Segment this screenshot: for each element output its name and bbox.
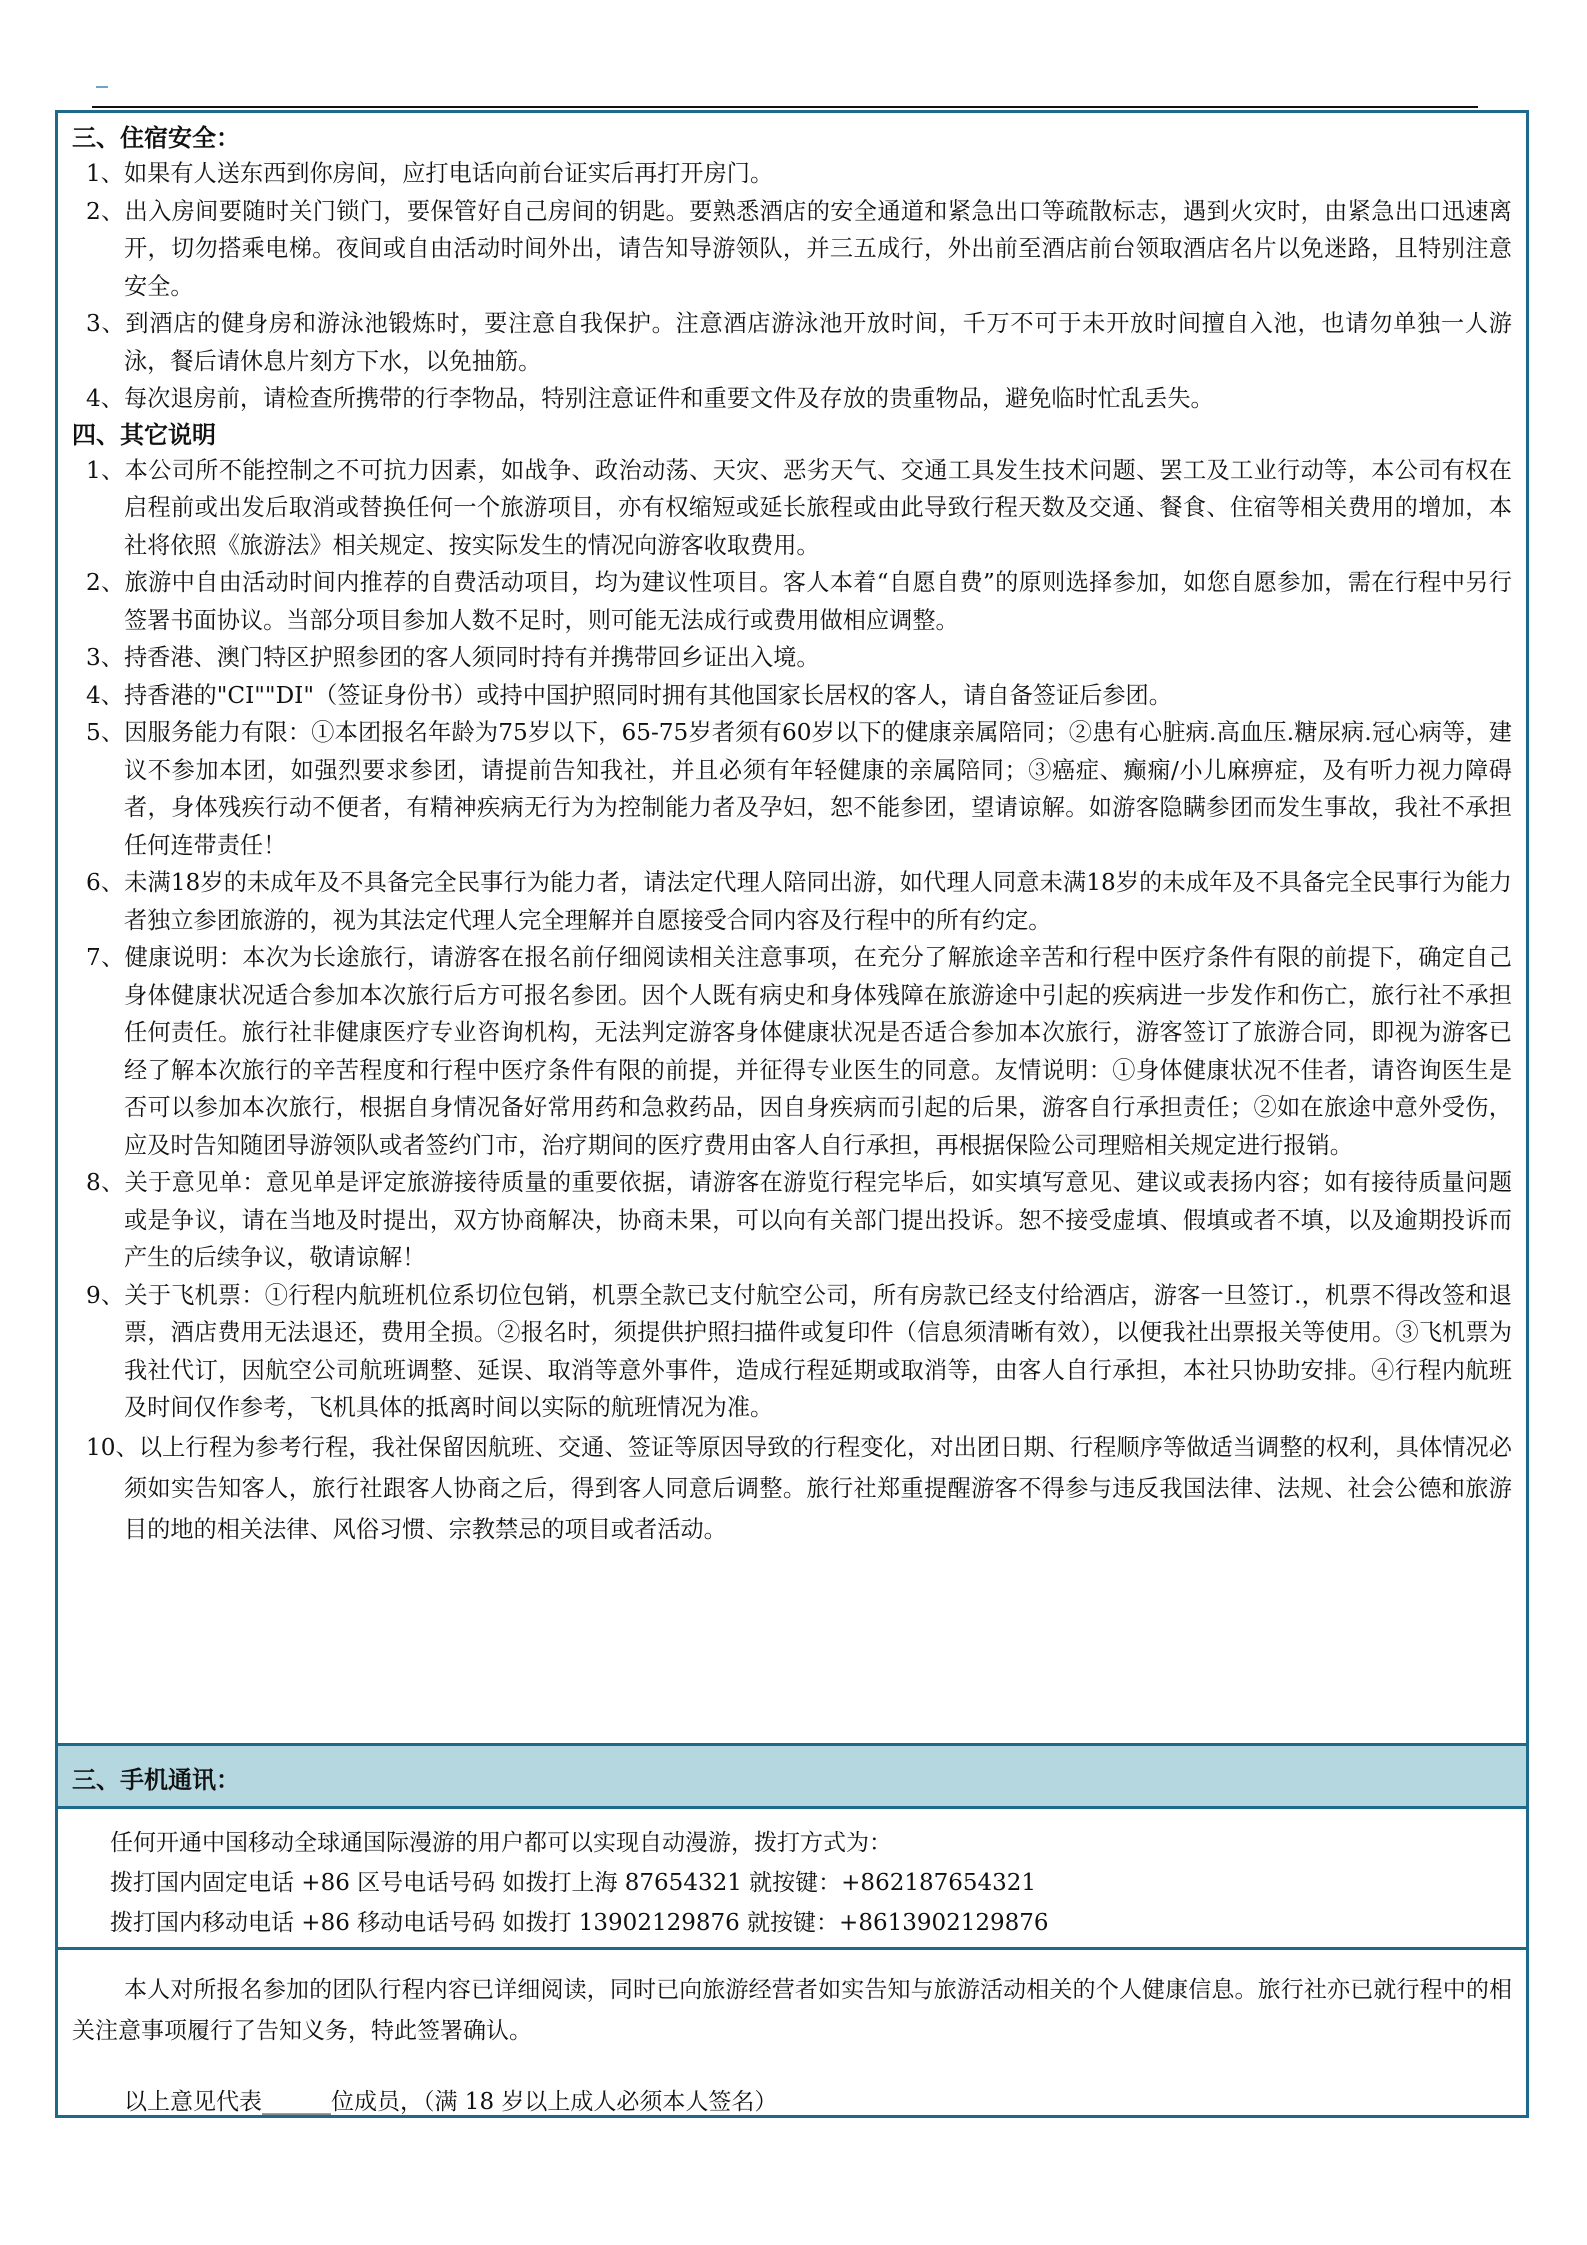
mobile-section (58, 1809, 1526, 1947)
confirmation-section (58, 1950, 1526, 2122)
other-item: 5、因服务能力有限：①本团报名年龄为75岁以下，65-75岁者须有60岁以下的健康亲属陪同；②患有心脏病.高血压.糖尿病.冠心病等，建议不参加本团，如强烈要求参团，请提前告知我社，并且必须有年轻健康的亲属陪同；③癌症、癫痫/小儿麻痹症，及有听力视力障碍者，身体残疾行动不便者，有精神疾病无行为为控制能力者及孕妇，恕不能参团，望请谅解。如游客隐瞒参团而发生事故，我社不承担任何连带责任！ (86, 719, 1512, 859)
accommodation-item: 1、如果有人送东西到你房间，应打电话向前台证实后再打开房门。 (86, 160, 774, 187)
mobile-heading-band (58, 1743, 1526, 1809)
signature-line: 以上意见代表______位成员，（满 18 岁以上成人必须本人签名） (124, 2089, 778, 2115)
accommodation-item: 4、每次退房前，请检查所携带的行李物品，特别注意证件和重要文件及存放的贵重物品，避免临时忙乱丢失。 (86, 385, 1214, 412)
mobile-heading: 三、手机通讯： (72, 1765, 240, 1794)
top-mark (96, 86, 108, 88)
main-section (58, 113, 1526, 1743)
mobile-line: 拨打国内移动电话 +86 移动电话号码 如拨打 13902129876 就按键：+8613902129876 (110, 1910, 1049, 1936)
other-item: 8、关于意见单：意见单是评定旅游接待质量的重要依据，请游客在游览行程完毕后，如实填写意见、建议或表扬内容；如有接待质量问题或是争议，请在当地及时提出，双方协商解决，协商未果，可以向有关部门提出投诉。恕不接受虚填、假填或者不填，以及逾期投诉而产生的后续争议，敬请谅解！ (86, 1169, 1512, 1271)
other-item: 4、持香港的"CI""DI"（签证身份书）或持中国护照同时拥有其他国家长居权的客人，请自备签证后参团。 (86, 681, 1172, 709)
notice-frame (55, 110, 1529, 2118)
accommodation-item: 2、出入房间要随时关门锁门，要保管好自己房间的钥匙。要熟悉酒店的安全通道和紧急出口等疏散标志，遇到火灾时，由紧急出口迅速离开，切勿搭乘电梯。夜间或自由活动时间外出，请告知导游领队，并三五成行，外出前至酒店前台领取酒店名片以免迷路，且特别注意安全。 (86, 197, 1512, 300)
other-item: 1、本公司所不能控制之不可抗力因素，如战争、政治动荡、天灾、恶劣天气、交通工具发生技术问题、罢工及工业行动等，本公司有权在启程前或出发后取消或替换任何一个旅游项目，亦有权缩短或延长旅程或由此导致行程天数及交通、餐食、住宿等相关费用的增加，本社将依照《旅游法》相关规定、按实际发生的情况向游客收取费用。 (86, 456, 1512, 559)
other-item: 10、以上行程为参考行程，我社保留因航班、交通、签证等原因导致的行程变化，对出团日期、行程顺序等做适当调整的权利，具体情况必须如实告知客人，旅行社跟客人协商之后，得到客人同意后调整。旅行社郑重提醒游客不得参与违反我国法律、法规、社会公德和旅游目的地的相关法律、风俗习惯、宗教禁忌的项目或者活动。 (86, 1433, 1512, 1543)
accommodation-item: 3、到酒店的健身房和游泳池锻炼时，要注意自我保护。注意酒店游泳池开放时间，千万不可于未开放时间擅自入池，也请勿单独一人游泳，餐后请休息片刻方下水，以免抽筋。 (86, 310, 1512, 375)
other-item: 6、未满18岁的未成年及不具备完全民事行为能力者，请法定代理人陪同出游，如代理人同意未满18岁的未成年及不具备完全民事行为能力者独立参团旅游的，视为其法定代理人完全理解并自愿接受合同内容及行程中的所有约定。 (86, 869, 1512, 934)
mobile-line: 任何开通中国移动全球通国际漫游的用户都可以实现自动漫游，拨打方式为： (110, 1830, 892, 1856)
mobile-line: 拨打国内固定电话 +86 区号电话号码 如拨打上海 87654321 就按键：+862187654321 (110, 1870, 1037, 1896)
top-rule (92, 106, 1478, 108)
confirmation-paragraph: 本人对所报名参加的团队行程内容已详细阅读，同时已向旅游经营者如实告知与旅游活动相关的个人健康信息。旅行社亦已就行程中的相关注意事项履行了告知义务，特此签署确认。 (72, 1977, 1512, 2044)
other-item: 9、关于飞机票：①行程内航班机位系切位包销，机票全款已支付航空公司，所有房款已经支付给酒店，游客一旦签订.，机票不得改签和退票，酒店费用无法退还，费用全损。②报名时，须提供护照扫描件或复印件（信息须清晰有效），以便我社出票报关等使用。③飞机票为我社代订，因航空公司航班调整、延误、取消等意外事件，造成行程延期或取消等，由客人自行承担，本社只协助安排。④行程内航班及时间仅作参考，飞机具体的抵离时间以实际的航班情况为准。 (86, 1281, 1512, 1421)
other-item: 7、健康说明：本次为长途旅行，请游客在报名前仔细阅读相关注意事项，在充分了解旅途辛苦和行程中医疗条件有限的前提下，确定自己身体健康状况适合参加本次旅行后方可报名参团。因个人既有病史和身体残障在旅游途中引起的疾病进一步发作和伤亡，旅行社不承担任何责任。旅行社非健康医疗专业咨询机构，无法判定游客身体健康状况是否适合参加本次旅行，游客签订了旅游合同，即视为游客已经了解本次旅行的辛苦程度和行程中医疗条件有限的前提，并征得专业医生的同意。友情说明：①身体健康状况不佳者，请咨询医生是否可以参加本次旅行，根据自身情况备好常用药和急救药品，因自身疾病而引起的后果，游客自行承担责任；②如在旅途中意外受伤，应及时告知随团导游领队或者签约门市，治疗期间的医疗费用由客人自行承担，再根据保险公司理赔相关规定进行报销。 (86, 944, 1512, 1159)
other-heading: 四、其它说明 (72, 419, 216, 449)
other-item: 2、旅游中自由活动时间内推荐的自费活动项目，均为建议性项目。客人本着“自愿自费”的原则选择参加，如您自愿参加，需在行程中另行签署书面协议。当部分项目参加人数不足时，则可能无法成行或费用做相应调整。 (86, 569, 1512, 634)
accommodation-heading: 三、住宿安全： (72, 123, 240, 152)
other-item: 3、持香港、澳门特区护照参团的客人须同时持有并携带回乡证出入境。 (86, 644, 820, 671)
